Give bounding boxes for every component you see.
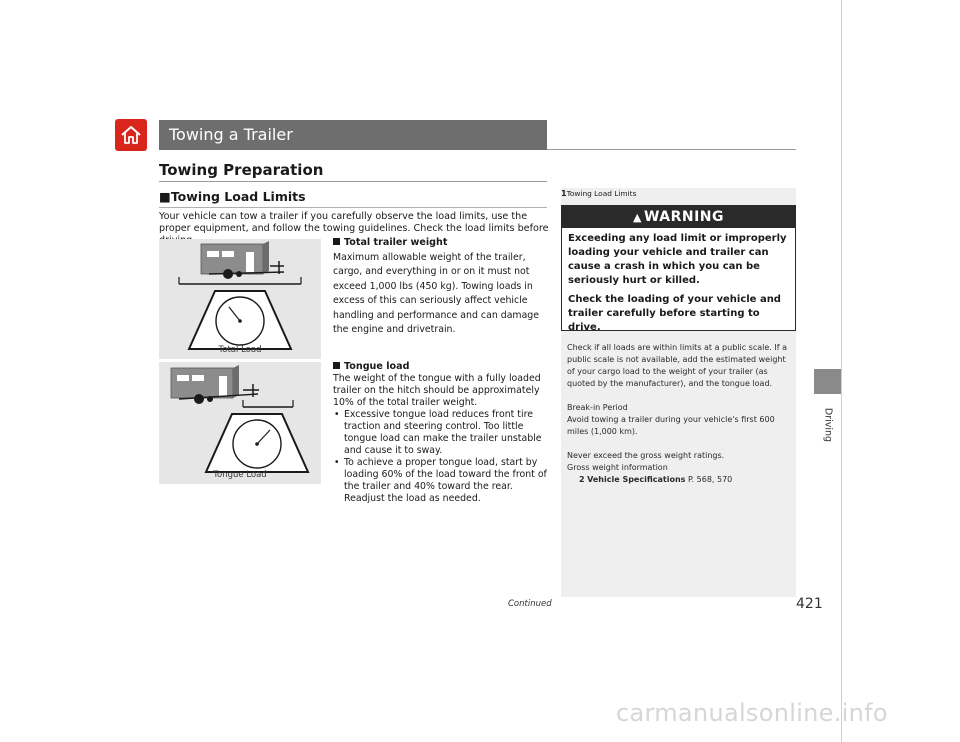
chapter-tab-label: Driving <box>822 407 834 443</box>
topic-title: Towing Load Limits <box>170 189 306 204</box>
tongue-load-illustration <box>159 362 321 484</box>
warning-text: Exceeding any load limit or improperly loading your vehicle and trailer can cause a crash in which you can be seriously hurt or killed. Check the loading of your vehicle and trailer carefully before starting to drive. <box>568 233 787 333</box>
tongue-load-heading: Tongue load <box>333 361 549 373</box>
watermark: carmanualsonline.info <box>616 699 888 727</box>
break-in-note: Break-in Period Avoid towing a trailer during your vehicle's first 600 miles (1,000 km). <box>567 403 775 436</box>
topic-marker: ■ <box>159 189 171 204</box>
list-item: • To achieve a proper tongue load, start by loading 60% of the load toward the front of the trailer and 40% toward the rear. Readjust the load as needed. <box>333 457 549 505</box>
total-weight-body: Maximum allowable weight of the trailer, cargo, and everything in or on it must not exceed 1,000 lbs (450 kg). Towing loads in excess of this can seriously affect vehicle handling and performance and can damage the engine and drivetrain. <box>333 251 540 335</box>
tongue-load-caption: Tongue Load <box>213 470 267 480</box>
total-weight-heading: Total trailer weight <box>333 236 549 251</box>
scale-note: Check if all loads are within limits at a public scale. If a public scale is not available, add the estimated weight of your cargo load to the weight of your trailer (as quoted by the manufacturer), and the tongue load. <box>567 343 787 388</box>
subsection-rule <box>159 181 547 182</box>
list-item: • Excessive tongue load reduces front tire traction and steering control. Too little tongue load can make the trailer unstable and cause it to sway. <box>333 409 549 457</box>
square-bullet-icon <box>333 362 340 369</box>
tongue-load-body: The weight of the tongue with a fully loaded trailer on the hitch should be approximately 10% of the total trailer weight. <box>333 373 541 408</box>
side-divider <box>841 0 842 742</box>
gross-weight-note: Never exceed the gross weight ratings. Gross weight information 2 Vehicle Specifications P. 568, 570 <box>567 451 733 484</box>
total-load-figure <box>159 239 321 359</box>
reference-arrow-icon: 2 <box>579 475 585 484</box>
tongue-load-bullets <box>333 409 549 505</box>
section-title: Towing a Trailer <box>159 120 547 150</box>
warning-box <box>561 205 796 331</box>
sidebar-body <box>567 342 791 498</box>
ref-marker: 1 <box>561 189 567 198</box>
page-number: 421 <box>796 596 823 612</box>
vehicle-specs-link[interactable]: 2 Vehicle Specifications P. 568, 570 <box>579 475 733 484</box>
home-button[interactable] <box>115 119 147 151</box>
square-bullet-icon <box>333 238 340 245</box>
continued-label: Continued <box>508 599 552 609</box>
sidebar-heading: 1Towing Load Limits <box>561 189 637 198</box>
tongue-load-figure <box>159 362 321 484</box>
subsection-title: Towing Preparation <box>159 161 324 179</box>
home-icon <box>119 123 143 147</box>
intro-paragraph: Your vehicle can tow a trailer if you carefully observe the load limits, use the proper equipment, and follow the towing guidelines. Check the load limits before <box>159 211 549 234</box>
warning-title: ▲ WARNING <box>562 206 795 228</box>
topic-rule <box>159 207 547 208</box>
total-weight-section <box>333 236 549 338</box>
chapter-tab[interactable] <box>814 369 841 394</box>
total-load-caption: Total Load <box>218 345 262 355</box>
tongue-load-section <box>333 361 549 505</box>
section-rule <box>547 149 796 150</box>
warning-triangle-icon: ▲ <box>632 211 642 224</box>
topic-heading <box>159 189 306 204</box>
total-load-illustration <box>159 239 321 359</box>
